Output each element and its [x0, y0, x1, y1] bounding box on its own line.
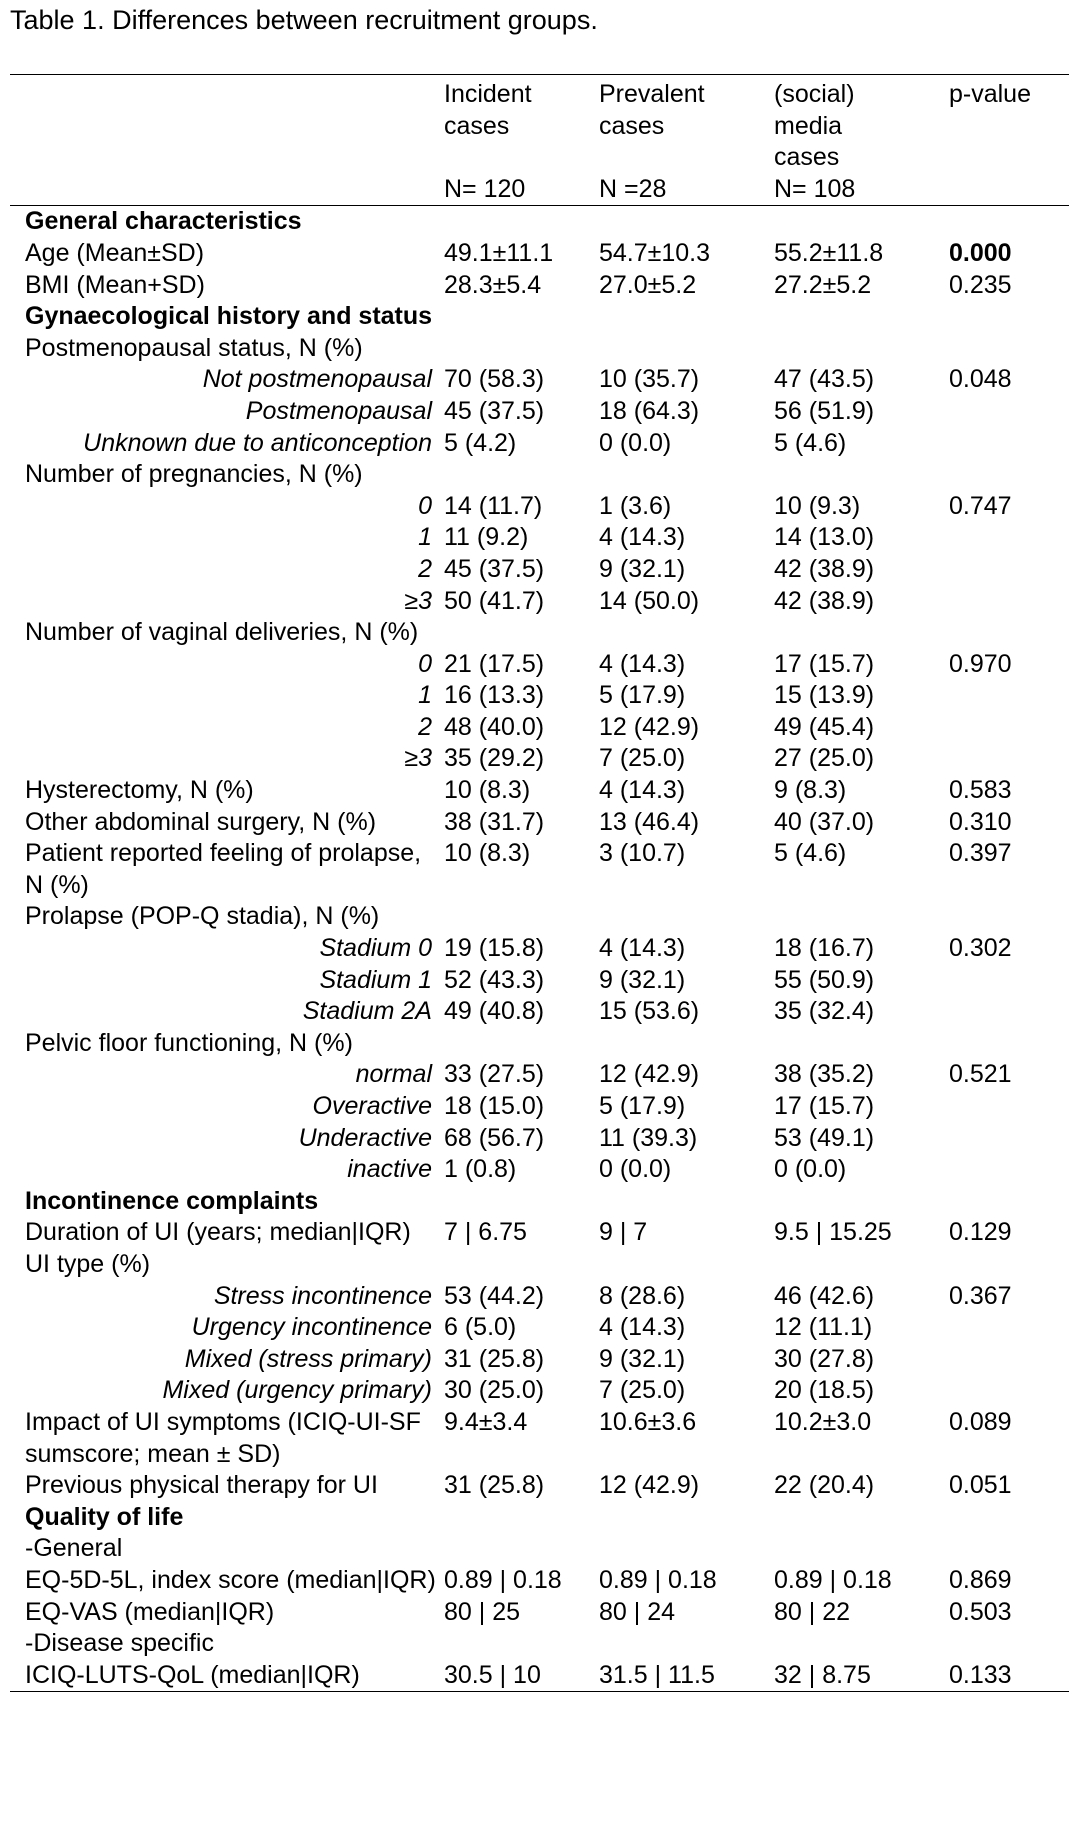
media-value: 0 (0.0) — [774, 1155, 847, 1184]
table-header — [10, 75, 1069, 206]
media-value: 30 (27.8) — [774, 1344, 875, 1373]
media-value — [774, 1533, 949, 1565]
table-row — [10, 1249, 1069, 1281]
media-value: 40 (37.0) — [774, 807, 875, 836]
media-value — [774, 333, 949, 365]
table-subrow — [10, 364, 1069, 396]
prevalent-value — [599, 901, 774, 933]
prevalent-value: 80 | 24 — [599, 1597, 676, 1626]
prevalent-value: 3 (10.7) — [599, 839, 686, 868]
row-label: 1 — [418, 681, 432, 710]
p-value — [949, 743, 1069, 775]
media-value: 20 (18.5) — [774, 1376, 875, 1405]
prevalent-value — [599, 1502, 774, 1534]
media-value: 32 | 8.75 — [774, 1660, 949, 1692]
row-label: 2 — [418, 712, 432, 741]
header-empty-cell — [10, 75, 444, 174]
col-n-incident: N= 120 — [444, 174, 599, 206]
section-heading: Gynaecological history and status — [25, 302, 433, 331]
row-label: Pelvic floor functioning, N (%) — [25, 1028, 353, 1057]
incident-value — [444, 459, 599, 491]
prevalent-value: 18 (64.3) — [599, 396, 700, 425]
row-label: Postmenopausal status, N (%) — [25, 333, 363, 362]
prevalent-value — [599, 1533, 774, 1565]
p-value — [949, 712, 1069, 744]
prevalent-value: 1 (3.6) — [599, 491, 672, 520]
p-value: 0.129 — [949, 1218, 1012, 1247]
prevalent-value — [599, 617, 774, 649]
table-row — [10, 1470, 1069, 1502]
media-value: 9.5 | 15.25 — [774, 1218, 892, 1247]
p-value: 0.048 — [949, 365, 1012, 394]
row-label: Not postmenopausal — [202, 365, 432, 394]
row-label: Number of pregnancies, N (%) — [25, 460, 363, 489]
col-header-media: (social) media cases — [774, 75, 949, 174]
prevalent-value: 0 (0.0) — [599, 428, 672, 457]
table-row — [10, 617, 1069, 649]
section-heading: Quality of life — [25, 1502, 184, 1531]
table-title: Table 1. Differences between recruitment groups. — [10, 5, 598, 35]
table-row — [10, 1597, 1069, 1629]
p-value — [949, 1628, 1069, 1660]
incident-value: 49 (40.8) — [444, 997, 545, 1026]
p-value: 0.000 — [949, 238, 1012, 267]
row-label: EQ-5D-5L, index score (median|IQR) — [25, 1565, 436, 1594]
incident-value — [444, 901, 599, 933]
media-value: 55 (50.9) — [774, 965, 875, 994]
table-subrow — [10, 1091, 1069, 1123]
media-value — [774, 1628, 949, 1660]
prevalent-value: 9 (32.1) — [599, 554, 686, 583]
media-value: 10.2±3.0 — [774, 1407, 872, 1436]
incident-value: 0.89 | 0.18 — [444, 1565, 562, 1594]
p-value: 0.869 — [949, 1565, 1012, 1594]
incident-value: 45 (37.5) — [444, 554, 545, 583]
media-value: 5 (4.6) — [774, 428, 847, 457]
col-header-incident: Incident cases — [444, 75, 599, 174]
incident-value: 30.5 | 10 — [444, 1660, 599, 1692]
row-label: -General — [25, 1534, 123, 1563]
p-value: 0.310 — [949, 807, 1012, 836]
p-value: 0.970 — [949, 649, 1012, 678]
p-value — [949, 396, 1069, 428]
row-label: BMI (Mean+SD) — [25, 270, 205, 299]
p-value — [949, 428, 1069, 460]
section-heading: General characteristics — [25, 207, 302, 236]
table-subrow — [10, 554, 1069, 586]
p-value: 0.133 — [949, 1660, 1069, 1692]
incident-value: 70 (58.3) — [444, 365, 545, 394]
prevalent-value: 9 (32.1) — [599, 1344, 686, 1373]
row-label: inactive — [347, 1155, 432, 1184]
prevalent-value — [599, 1028, 774, 1060]
media-value — [774, 1028, 949, 1060]
row-label: Previous physical therapy for UI — [25, 1471, 378, 1500]
incident-value: 48 (40.0) — [444, 712, 545, 741]
incident-value: 80 | 25 — [444, 1597, 521, 1626]
table-subrow — [10, 396, 1069, 428]
prevalent-value: 4 (14.3) — [599, 649, 686, 678]
prevalent-value: 9 | 7 — [599, 1218, 648, 1247]
p-value — [949, 301, 1069, 333]
table-subrow — [10, 1154, 1069, 1186]
table-subrow — [10, 712, 1069, 744]
table-row — [10, 901, 1069, 933]
prevalent-value: 11 (39.3) — [599, 1123, 698, 1152]
media-value: 0.89 | 0.18 — [774, 1565, 892, 1594]
incident-value: 45 (37.5) — [444, 396, 545, 425]
media-value — [774, 459, 949, 491]
p-value: 0.521 — [949, 1060, 1012, 1089]
incident-value: 10 (8.3) — [444, 839, 531, 868]
incident-value: 6 (5.0) — [444, 1313, 517, 1342]
table-subrow — [10, 1123, 1069, 1155]
p-value — [949, 522, 1069, 554]
p-value — [949, 206, 1069, 238]
row-label: Hysterectomy, N (%) — [25, 776, 254, 805]
incident-value: 35 (29.2) — [444, 744, 545, 773]
p-value — [949, 1344, 1069, 1376]
prevalent-value — [599, 301, 774, 333]
incident-value: 30 (25.0) — [444, 1376, 545, 1405]
incident-value — [444, 617, 599, 649]
row-label: Underactive — [298, 1123, 432, 1152]
row-label: Number of vaginal deliveries, N (%) — [25, 618, 419, 647]
incident-value — [444, 1628, 599, 1660]
prevalent-value — [599, 1249, 774, 1281]
p-value — [949, 1249, 1069, 1281]
p-value — [949, 554, 1069, 586]
table-subrow — [10, 996, 1069, 1028]
row-label: Unknown due to anticonception — [83, 428, 432, 457]
col-header-pvalue: p-value — [949, 75, 1069, 174]
media-value: 49 (45.4) — [774, 712, 875, 741]
incident-value — [444, 1533, 599, 1565]
media-value: 80 | 22 — [774, 1597, 851, 1626]
row-label: 0 — [418, 491, 432, 520]
p-value: 0.367 — [949, 1281, 1012, 1310]
table-subrow — [10, 743, 1069, 775]
p-value — [949, 965, 1069, 997]
row-label: UI type (%) — [25, 1249, 151, 1278]
table-subrow — [10, 586, 1069, 618]
p-value — [949, 1312, 1069, 1344]
incident-value — [444, 1502, 599, 1534]
media-value: 27 (25.0) — [774, 744, 875, 773]
prevalent-value: 7 (25.0) — [599, 744, 686, 773]
row-label: Patient reported feeling of prolapse, N (%) — [25, 839, 422, 899]
p-value — [949, 1533, 1069, 1565]
media-value: 47 (43.5) — [774, 365, 875, 394]
header-n-row — [10, 174, 1069, 206]
table-body — [10, 206, 1069, 1692]
row-label: -Disease specific — [25, 1629, 214, 1658]
media-value — [774, 901, 949, 933]
section-heading-row — [10, 206, 1069, 238]
media-value — [774, 617, 949, 649]
incident-value: 31 (25.8) — [444, 1344, 545, 1373]
col-n-prevalent: N =28 — [599, 174, 774, 206]
col-n-pvalue — [949, 174, 1069, 206]
p-value — [949, 1123, 1069, 1155]
p-value: 0.747 — [949, 491, 1012, 520]
p-value — [949, 1502, 1069, 1534]
prevalent-value: 4 (14.3) — [599, 1313, 686, 1342]
table-subrow — [10, 933, 1069, 965]
media-value: 42 (38.9) — [774, 586, 875, 615]
media-value: 15 (13.9) — [774, 681, 875, 710]
p-value: 0.397 — [949, 839, 1012, 868]
incident-value: 9.4±3.4 — [444, 1407, 528, 1436]
prevalent-value: 5 (17.9) — [599, 1092, 686, 1120]
table-subrow — [10, 965, 1069, 997]
incident-value: 33 (27.5) — [444, 1060, 545, 1089]
prevalent-value: 12 (42.9) — [599, 1471, 700, 1500]
prevalent-value: 12 (42.9) — [599, 1060, 700, 1089]
p-value — [949, 617, 1069, 649]
section-heading-row — [10, 1502, 1069, 1534]
media-value — [774, 301, 949, 333]
p-value — [949, 459, 1069, 491]
p-value: 0.089 — [949, 1407, 1012, 1436]
prevalent-value — [599, 1186, 774, 1218]
incident-value: 7 | 6.75 — [444, 1218, 527, 1247]
p-value: 0.302 — [949, 934, 1012, 963]
row-label: Stadium 1 — [319, 965, 432, 994]
p-value — [949, 680, 1069, 712]
row-label: Urgency incontinence — [191, 1313, 432, 1342]
table-subrow — [10, 649, 1069, 681]
table-row — [10, 807, 1069, 839]
incident-value — [444, 1028, 599, 1060]
table-row — [10, 270, 1069, 302]
p-value — [949, 1154, 1069, 1186]
prevalent-value: 27.0±5.2 — [599, 270, 697, 299]
media-value: 5 (4.6) — [774, 839, 847, 868]
incident-value: 11 (9.2) — [444, 523, 529, 552]
incident-value: 19 (15.8) — [444, 934, 545, 963]
table-row — [10, 238, 1069, 270]
p-value — [949, 1091, 1069, 1123]
table-row — [10, 1028, 1069, 1060]
table-row — [10, 1533, 1069, 1565]
p-value: 0.583 — [949, 776, 1012, 805]
row-label: Postmenopausal — [245, 396, 432, 425]
prevalent-value: 12 (42.9) — [599, 712, 700, 741]
table-subrow — [10, 1281, 1069, 1313]
row-label: Stadium 0 — [319, 934, 432, 963]
col-header-prevalent: Prevalent cases — [599, 75, 774, 174]
table-subrow — [10, 1312, 1069, 1344]
p-value — [949, 1375, 1069, 1407]
table-row — [10, 1217, 1069, 1249]
prevalent-value: 13 (46.4) — [599, 807, 700, 836]
prevalent-value: 8 (28.6) — [599, 1281, 686, 1310]
prevalent-value: 10.6±3.6 — [599, 1407, 697, 1436]
table-row — [10, 838, 1069, 901]
prevalent-value: 4 (14.3) — [599, 776, 686, 805]
table-row — [10, 1628, 1069, 1660]
media-value: 38 (35.2) — [774, 1060, 875, 1089]
p-value — [949, 1186, 1069, 1218]
table-subrow — [10, 1375, 1069, 1407]
table-row — [10, 1565, 1069, 1597]
media-value: 42 (38.9) — [774, 554, 875, 583]
incident-value — [444, 333, 599, 365]
prevalent-value: 7 (25.0) — [599, 1376, 686, 1405]
incident-value: 53 (44.2) — [444, 1281, 545, 1310]
p-value — [949, 996, 1069, 1028]
incident-value — [444, 1249, 599, 1281]
p-value: 0.235 — [949, 270, 1012, 299]
row-label: Other abdominal surgery, N (%) — [25, 807, 377, 836]
row-label: EQ-VAS (median|IQR) — [25, 1597, 275, 1626]
media-value: 46 (42.6) — [774, 1281, 875, 1310]
prevalent-value: 31.5 | 11.5 — [599, 1660, 774, 1692]
row-label: Mixed (stress primary) — [184, 1344, 432, 1373]
row-label: ICIQ-LUTS-QoL (median|IQR) — [10, 1660, 444, 1692]
media-value: 56 (51.9) — [774, 396, 875, 425]
table-row — [10, 459, 1069, 491]
incident-value: 21 (17.5) — [444, 649, 545, 678]
prevalent-value: 4 (14.3) — [599, 934, 686, 963]
prevalent-value: 15 (53.6) — [599, 997, 700, 1026]
prevalent-value: 5 (17.9) — [599, 681, 686, 710]
section-heading-row — [10, 1186, 1069, 1218]
prevalent-value — [599, 1628, 774, 1660]
col-n-media: N= 108 — [774, 174, 949, 206]
header-labels-row — [10, 75, 1069, 174]
prevalent-value — [599, 333, 774, 365]
row-label: 2 — [418, 554, 432, 583]
incident-value: 5 (4.2) — [444, 428, 517, 457]
incident-value: 50 (41.7) — [444, 586, 545, 615]
media-value — [774, 1186, 949, 1218]
media-value — [774, 1502, 949, 1534]
row-label: 0 — [418, 649, 432, 678]
table-subrow — [10, 491, 1069, 523]
media-value: 53 (49.1) — [774, 1123, 875, 1152]
row-label: Stadium 2A — [302, 997, 432, 1026]
section-heading: Incontinence complaints — [25, 1186, 319, 1215]
table-subrow — [10, 522, 1069, 554]
incident-value: 1 (0.8) — [444, 1155, 517, 1184]
recruitment-groups-table — [10, 74, 1069, 1692]
incident-value — [444, 1186, 599, 1218]
media-value: 14 (13.0) — [774, 523, 875, 552]
media-value: 10 (9.3) — [774, 491, 861, 520]
prevalent-value — [599, 206, 774, 238]
prevalent-value: 4 (14.3) — [599, 523, 686, 552]
incident-value — [444, 301, 599, 333]
row-label: Mixed (urgency primary) — [162, 1376, 432, 1405]
p-value — [949, 586, 1069, 618]
row-label: Impact of UI symptoms (ICIQ-UI-SF sumscore; mean ± SD) — [25, 1407, 421, 1468]
row-label: Stress incontinence — [213, 1281, 432, 1310]
prevalent-value — [599, 459, 774, 491]
table-row — [10, 1407, 1069, 1470]
media-value: 27.2±5.2 — [774, 270, 872, 299]
media-value: 12 (11.1) — [774, 1313, 873, 1342]
table-row — [10, 775, 1069, 807]
table-subrow — [10, 428, 1069, 460]
row-label: Prolapse (POP-Q stadia), N (%) — [25, 902, 380, 931]
incident-value: 38 (31.7) — [444, 807, 545, 836]
incident-value: 28.3±5.4 — [444, 270, 542, 299]
media-value: 55.2±11.8 — [774, 238, 884, 267]
p-value: 0.503 — [949, 1597, 1012, 1626]
row-label: normal — [355, 1060, 432, 1089]
row-label: ≥3 — [404, 744, 432, 773]
table-subrow — [10, 1059, 1069, 1091]
prevalent-value: 0.89 | 0.18 — [599, 1565, 717, 1594]
media-value: 17 (15.7) — [774, 1092, 875, 1120]
table-subrow — [10, 680, 1069, 712]
row-label: Overactive — [312, 1092, 432, 1120]
incident-value: 16 (13.3) — [444, 681, 545, 710]
incident-value: 68 (56.7) — [444, 1123, 545, 1152]
p-value — [949, 333, 1069, 365]
prevalent-value: 0 (0.0) — [599, 1155, 672, 1184]
media-value: 17 (15.7) — [774, 649, 875, 678]
media-value — [774, 1249, 949, 1281]
table-subrow — [10, 1344, 1069, 1376]
incident-value: 31 (25.8) — [444, 1471, 545, 1500]
media-value — [774, 206, 949, 238]
media-value: 35 (32.4) — [774, 997, 875, 1026]
incident-value: 10 (8.3) — [444, 776, 531, 805]
section-heading-row — [10, 301, 1069, 333]
p-value — [949, 901, 1069, 933]
prevalent-value: 54.7±10.3 — [599, 238, 711, 267]
incident-value: 52 (43.3) — [444, 965, 545, 994]
incident-value: 14 (11.7) — [444, 491, 543, 520]
header-empty-cell — [10, 174, 444, 206]
prevalent-value: 9 (32.1) — [599, 965, 686, 994]
p-value — [949, 1028, 1069, 1060]
row-label: Age (Mean±SD) — [25, 238, 205, 267]
prevalent-value: 14 (50.0) — [599, 586, 700, 615]
table-row — [10, 333, 1069, 365]
media-value: 18 (16.7) — [774, 934, 875, 963]
media-value: 22 (20.4) — [774, 1471, 875, 1500]
row-label: Duration of UI (years; median|IQR) — [25, 1218, 411, 1247]
prevalent-value: 10 (35.7) — [599, 365, 700, 394]
incident-value: 18 (15.0) — [444, 1092, 545, 1120]
p-value: 0.051 — [949, 1471, 1012, 1500]
incident-value: 49.1±11.1 — [444, 238, 554, 267]
row-label: ≥3 — [404, 586, 432, 615]
table-row — [10, 1660, 1069, 1692]
media-value: 9 (8.3) — [774, 776, 847, 805]
incident-value — [444, 206, 599, 238]
row-label: 1 — [418, 523, 432, 552]
